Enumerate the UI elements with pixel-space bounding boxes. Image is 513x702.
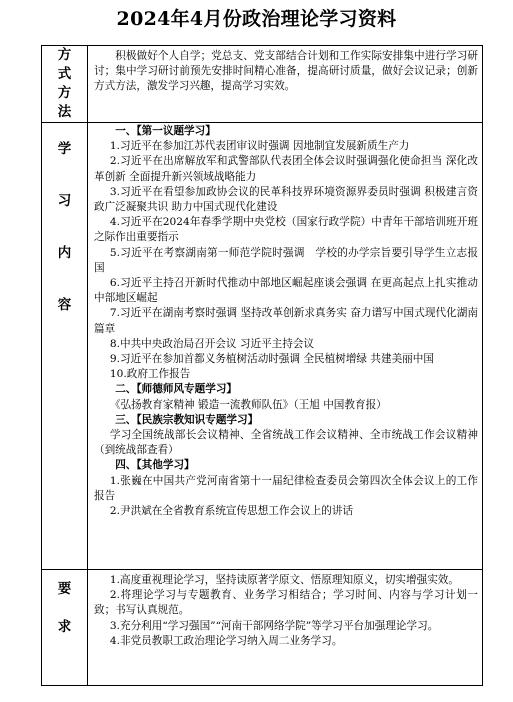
list-item: 5.习近平在考察湖南第一师范学院时强调 学校的办学宗旨要引导学生立志报国 bbox=[94, 246, 478, 274]
section-number: 三、 bbox=[115, 413, 137, 426]
section-title: 【其他学习】 bbox=[136, 459, 195, 472]
methods-label-char: 式 bbox=[57, 66, 72, 82]
requirements-label bbox=[42, 570, 87, 646]
content-row bbox=[42, 123, 483, 570]
methods-row bbox=[42, 46, 483, 123]
content-label bbox=[42, 123, 87, 331]
list-item: 2.将理论学习与专题教育、业务学习相结合；学习时间、内容与学习计划一致；书写认真规范。 bbox=[94, 589, 478, 617]
section-title: 【师德师风专题学习】 bbox=[136, 383, 238, 396]
methods-text: 积极做好个人自学；党总支、党支部结合计划和工作实际安排集中进行学习研讨；集中学习研讨前预先安排时间精心准备，提高研讨质量，做好会议记录；创新方式方法，激发学习兴趣，提高学习实效。 bbox=[94, 50, 478, 93]
section-title: 【第一议题学习】 bbox=[136, 125, 216, 137]
section-title: 【民族宗教知识专题学习】 bbox=[136, 413, 259, 426]
content-label-char: 习 bbox=[57, 193, 72, 209]
section-number: 四、 bbox=[115, 459, 137, 472]
methods-label-cell bbox=[42, 46, 88, 123]
requirements-content-cell bbox=[88, 570, 483, 686]
list-item: 3.充分利用“学习强国”“河南干部网络学院”等学习平台加强理论学习。 bbox=[109, 619, 439, 632]
list-item: 4.非党员教职工政治理论学习纳入周二业务学习。 bbox=[109, 634, 343, 647]
content-label-char: 学 bbox=[57, 141, 72, 157]
list-item: 1.张巍在中国共产党河南省第十一届纪律检查委员会第四次全体会议上的工作报告 bbox=[94, 474, 478, 502]
list-item: 2.尹洪斌在全省教育系统宣传思想工作会议上的讲话 bbox=[109, 505, 354, 518]
section-heading bbox=[94, 413, 478, 428]
requirements-label-char: 求 bbox=[57, 619, 72, 635]
page-title: 2024年4月份政治理论学习资料 bbox=[116, 8, 397, 30]
requirements-label-char: 要 bbox=[57, 581, 72, 597]
list-item: 学习全国统战部长会议精神、全省统战工作会议精神、全市统战工作会议精神（到统战部查看） bbox=[94, 429, 478, 457]
section-heading bbox=[94, 124, 478, 139]
list-item: 2.习近平在出席解放军和武警部队代表团全体会议时强调强化使命担当 深化改革创新 全面提升新兴领域战略能力 bbox=[94, 155, 478, 183]
list-item: 9.习近平在参加首都义务植树活动时强调 全民植树增绿 共建美丽中国 bbox=[109, 353, 434, 366]
list-item: 1.高度重视理论学习，坚持读原著学原文、悟原理知原义，切实增强实效。 bbox=[109, 574, 459, 586]
content-label-char: 容 bbox=[57, 297, 72, 313]
list-item: 4.习近平在2024年春季学期中央党校（国家行政学院）中青年干部培训班开班之际作出重要指示 bbox=[94, 216, 478, 244]
section-number: 一、 bbox=[115, 125, 137, 137]
methods-label-char: 方 bbox=[57, 47, 72, 63]
list-item: 7.习近平在湖南考察时强调 坚持改革创新求真务实 奋力谱写中国式现代化湖南篇章 bbox=[94, 307, 478, 335]
content-content-cell bbox=[88, 123, 483, 570]
section-number: 二、 bbox=[115, 383, 137, 396]
methods-label-char: 法 bbox=[57, 104, 72, 120]
list-item: 《弘扬教育家精神 锻造一流教师队伍》（王旭 中国教育报） bbox=[109, 398, 387, 411]
content-label-cell bbox=[42, 123, 88, 570]
requirements-row bbox=[42, 570, 483, 686]
methods-content-cell bbox=[88, 46, 483, 123]
study-plan-table bbox=[41, 45, 483, 686]
list-item: 1.习近平在参加江苏代表团审议时强调 因地制宜发展新质生产力 bbox=[109, 140, 410, 153]
content-label-char: 内 bbox=[57, 245, 72, 261]
requirements-label-cell bbox=[42, 570, 88, 686]
list-item: 3.习近平在看望参加政协会议的民革科技界环境资源界委员时强调 积极建言资政广泛凝聚共识 助力中国式现代化建设 bbox=[94, 185, 478, 214]
list-item: 8.中共中央政治局召开会议 习近平主持会议 bbox=[109, 337, 315, 350]
section-heading bbox=[94, 458, 478, 473]
section-heading bbox=[94, 382, 478, 397]
methods-label bbox=[42, 46, 87, 122]
methods-label-char: 方 bbox=[57, 85, 72, 101]
list-item: 6.习近平主持召开新时代推动中部地区崛起座谈会强调 在更高起点上扎实推动中部地区崛起 bbox=[94, 277, 478, 305]
list-item: 10.政府工作报告 bbox=[109, 368, 191, 381]
